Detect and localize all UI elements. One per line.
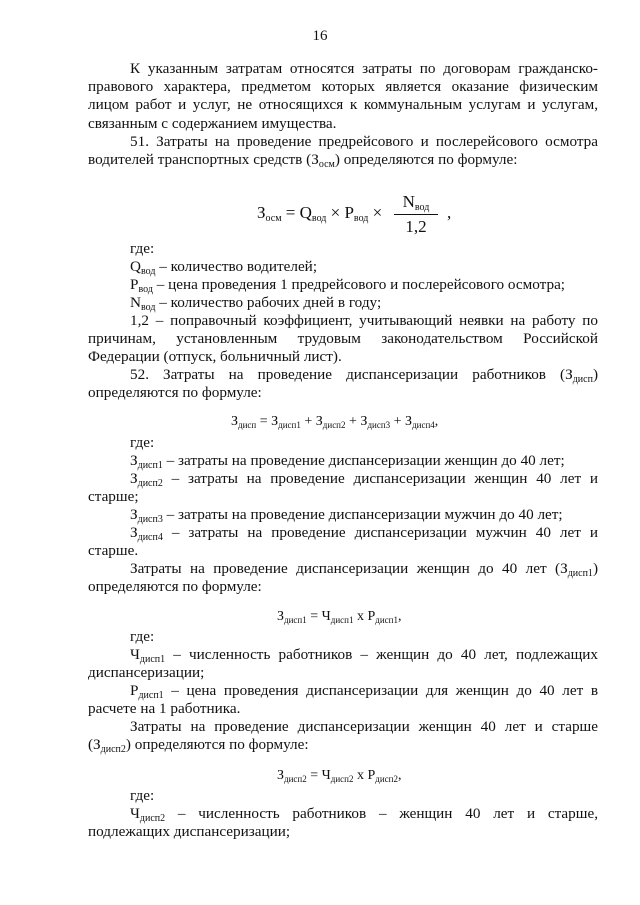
formula-women-over-40: $З_{дисп2} = Ч_{дисп2}$ x $P_{дисп2}$, <box>277 768 402 784</box>
paragraph-women-under-40: Затраты на проведение диспансеризации женщин до 40 лет $(З_{дисп1})$ определяются по формуле: <box>88 560 598 596</box>
formula-fraction: $N_{вод}$ 1,2 <box>394 192 438 237</box>
gde-label: где: <box>130 240 155 257</box>
gde-label: где: <box>130 787 155 804</box>
gde-label: где: <box>130 434 155 451</box>
definition-price-w1: $P_{дисп1}$ – цена проведения диспансеризации для женщин до 40 лет в расчете на 1 работника. <box>88 682 598 718</box>
gde-label: где: <box>130 628 155 645</box>
definition-count-w2: $Ч_{дисп2}$ – численность работников – женщин 40 лет и старше, подлежащих диспансеризации; <box>88 805 598 841</box>
page-number: 16 <box>312 28 328 44</box>
formula-52: $З_{дисп} = З_{дисп1} + З_{дисп2} + З_{дисп3} + З_{дисп4}$, <box>231 414 439 430</box>
definition-coefficient: 1,2 – поправочный коэффициент, учитывающий неявки на работу по причинам, установленным трудовым законодательством Российской Федерации (отпуск, больничный лист). <box>88 312 598 366</box>
definition-count-w1: $Ч_{дисп1}$ – численность работников – женщин до 40 лет, подлежащих диспансеризации; <box>88 646 598 682</box>
paragraph-women-over-40: Затраты на проведение диспансеризации женщин 40 лет и старше $(З_{дисп2})$ определяются по формуле: <box>88 718 598 756</box>
document-page: 16 К указанным затратам относятся затраты по договорам гражданско-правового характера, предметом которых является оказание физическим лицом работ и услуг, не относящихся к коммунальным услугам и услугам, связанным с содержанием имущества. 51. Затраты на проведение предрейсового и послерейсового осмотра водителей транспортных средств $(З_{осм})$ определяются по формуле: $З_{осм} = Q_{вод} \times P_{вод}$ × $N_{вод}$ 1,2 , где: $Q_{вод}$ – количество водителей; $P_{вод}$ – цена проведения 1 предрейсового и послерейсового осмотра; $N_{вод}$ – количество рабочих дней в году; 1,2 – поправочный коэффициент, учитывающий неявки на работу по причинам, установленным трудовым законодательством Российской Федерации (отпуск, больничный лист). 52. Затраты на проведение диспансеризации работников $(З_{дисп})$ определяются по формуле: $З_{дисп} = З_{дисп1} + З_{дисп2} + З_{дисп3} + З_{дисп4}$, где: $З_{дисп1}$ – затраты на проведение диспансеризации женщин до 40 лет; $З_{дисп2}$ – затраты на проведение диспансеризации женщин 40 лет и старше; $З_{дисп3}$ – затраты на проведение диспансеризации мужчин до 40 лет; $З_{дисп4}$ – затраты на проведение диспансеризации мужчин 40 лет и старше. Затраты на проведение диспансеризации женщин до 40 лет $(З_{дисп1})$ определяются по формуле: $З_{дисп1} = Ч_{дисп1}$ x $P_{дисп1}$, где: $Ч_{дисп1}$ – численность работников – женщин до 40 лет, подлежащих диспансеризации; $P_{дисп1}$ – цена проведения диспансеризации для женщин до 40 лет в расчете на 1 работника. Затраты на проведение диспансеризации женщин 40 лет и старше $(З_{дисп2})$ определяются по формуле: $З_{дисп2} = Ч_{дисп2}$ x $P_{дисп2}$, где: $Ч_{дисп2}$ – численность работников – женщин 40 лет и старше, подлежащих диспансеризации; <box>0 0 640 905</box>
definition-disp2: $З_{дисп2}$ – затраты на проведение диспансеризации женщин 40 лет и старше; <box>88 470 598 506</box>
paragraph-intro: К указанным затратам относятся затраты по договорам гражданско-правового характера, предметом которых является оказание физическим лицом работ и услуг, не относящихся к коммунальным услугам и услугам, связанным с содержанием имущества. <box>88 60 598 132</box>
paragraph-52: 52. Затраты на проведение диспансеризации работников $(З_{дисп})$ определяются по формуле: <box>88 366 598 402</box>
definition-disp3: $З_{дисп3}$ – затраты на проведение диспансеризации мужчин до 40 лет; <box>130 506 563 525</box>
definition-q: $Q_{вод}$ – количество водителей; <box>130 258 318 277</box>
definition-disp1: $З_{дисп1}$ – затраты на проведение диспансеризации женщин до 40 лет; <box>130 452 565 471</box>
definition-p: $P_{вод}$ – цена проведения 1 предрейсового и послерейсового осмотра; <box>130 276 566 295</box>
formula-women-under-40: $З_{дисп1} = Ч_{дисп1}$ x $P_{дисп1}$, <box>277 609 402 625</box>
definition-disp4: $З_{дисп4}$ – затраты на проведение диспансеризации мужчин 40 лет и старше. <box>88 524 598 560</box>
paragraph-51: 51. Затраты на проведение предрейсового и послерейсового осмотра водителей транспортных средств $(З_{осм})$ определяются по формуле: <box>88 133 598 171</box>
definition-n: $N_{вод}$ – количество рабочих дней в году; <box>130 294 382 313</box>
